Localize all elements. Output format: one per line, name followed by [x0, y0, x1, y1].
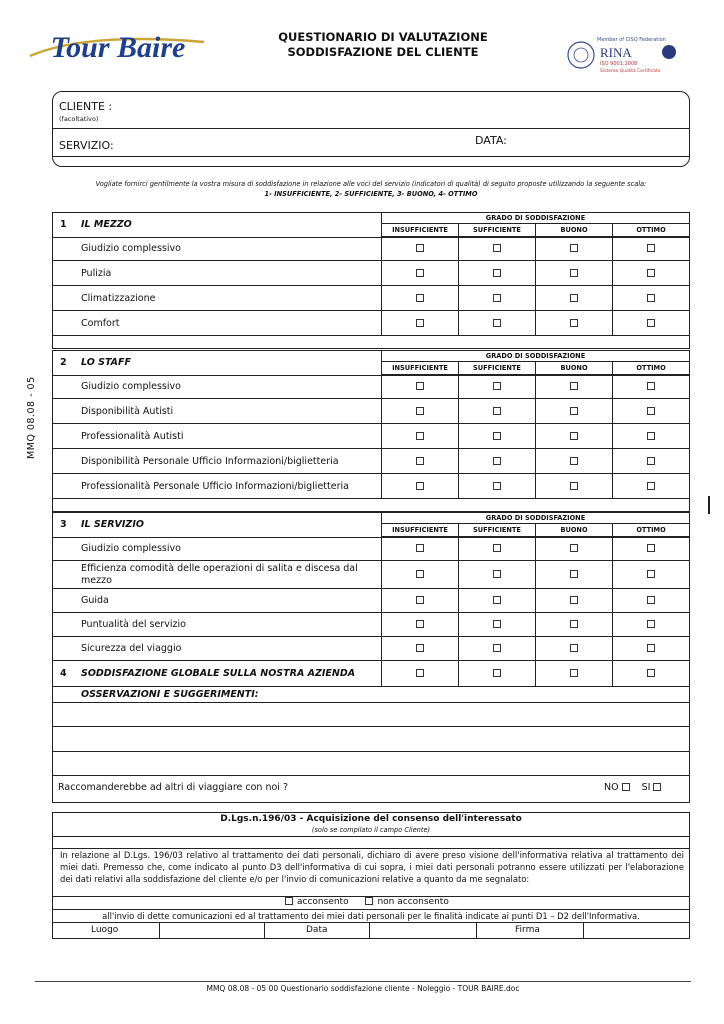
rating-checkbox-ottimo[interactable] [647, 669, 655, 677]
rating-checkbox-sufficiente[interactable] [493, 669, 501, 677]
rina-certification-logo [567, 33, 679, 77]
item-label: Disponibilità Personale Ufficio Informazioni/biglietteria [81, 455, 339, 467]
rating-checkbox-ottimo[interactable] [647, 269, 655, 277]
rating-checkbox-insufficiente[interactable] [416, 644, 424, 652]
grid-line [689, 812, 690, 938]
section-header [52, 512, 690, 538]
svg-text:Member of CISQ Federation: Member of CISQ Federation [597, 37, 666, 43]
consent-options [285, 897, 449, 907]
section-number: 4 [60, 668, 67, 679]
rating-checkbox-insufficiente[interactable] [416, 596, 424, 604]
grade-column-header: SUFFICIENTE [459, 223, 536, 237]
item-label: Giudizio complessivo [81, 543, 181, 554]
grid-line [381, 237, 382, 336]
grade-heading: GRADO DI SODDISFAZIONE [381, 350, 690, 362]
facoltativo-note: (facoltativo) [59, 115, 99, 123]
grid-line [52, 512, 53, 802]
acconsento-checkbox[interactable] [285, 897, 293, 905]
no-label: NO [604, 782, 619, 793]
rating-checkbox-sufficiente[interactable] [493, 544, 501, 552]
rating-checkbox-ottimo[interactable] [647, 570, 655, 578]
grid-line [52, 212, 381, 213]
grid-line [52, 537, 690, 538]
cliente-label: CLIENTE : [59, 100, 113, 113]
grid-line [52, 350, 381, 351]
grade-heading: GRADO DI SODDISFAZIONE [381, 512, 690, 524]
privacy-title: D.Lgs.n.196/03 - Acquisizione del consenso dell'interessato [220, 814, 522, 824]
grid-line [535, 661, 536, 687]
grade-column-header: INSUFFICIENTE [381, 523, 459, 537]
grade-heading: GRADO DI SODDISFAZIONE [381, 212, 690, 224]
section-item-row [52, 589, 690, 613]
grid-line [52, 836, 690, 837]
rating-checkbox-ottimo[interactable] [647, 457, 655, 465]
luogo-label: Luogo [91, 925, 119, 935]
grid-line [381, 537, 382, 661]
rating-checkbox-sufficiente[interactable] [493, 457, 501, 465]
section-title: LO STAFF [81, 357, 132, 368]
grid-line [52, 348, 690, 349]
section-item-row [52, 261, 690, 286]
grid-line [52, 350, 53, 499]
rating-checkbox-sufficiente[interactable] [493, 407, 501, 415]
rating-checkbox-insufficiente[interactable] [416, 382, 424, 390]
rating-checkbox-ottimo[interactable] [647, 407, 655, 415]
item-label: Comfort [81, 317, 120, 329]
section-number: 3 [60, 519, 67, 530]
rating-checkbox-insufficiente[interactable] [416, 570, 424, 578]
grid-line [458, 375, 459, 499]
rating-checkbox-buono[interactable] [570, 644, 578, 652]
rating-checkbox-ottimo[interactable] [647, 432, 655, 440]
item-label: Giudizio complessivo [81, 381, 181, 392]
grid-line [476, 922, 477, 938]
section-item-row [52, 449, 690, 474]
rating-checkbox-insufficiente[interactable] [416, 269, 424, 277]
grid-line [583, 922, 584, 938]
rating-checkbox-ottimo[interactable] [647, 644, 655, 652]
grid-line [52, 512, 381, 513]
rating-checkbox-sufficiente[interactable] [493, 294, 501, 302]
rating-checkbox-buono[interactable] [570, 570, 578, 578]
grid-line [689, 350, 690, 499]
section-item-row [52, 311, 690, 336]
rating-checkbox-sufficiente[interactable] [493, 244, 501, 252]
recommend-answers [604, 782, 661, 793]
rating-checkbox-insufficiente[interactable] [416, 482, 424, 490]
section-item-row [52, 613, 690, 637]
grid-line [612, 237, 613, 336]
side-document-code: MMQ 08.08 - 05 [26, 376, 37, 459]
grid-line [52, 726, 690, 727]
data-label: DATA: [475, 134, 507, 147]
client-info-box [52, 91, 690, 167]
grid-line [52, 909, 690, 910]
rating-checkbox-insufficiente[interactable] [416, 407, 424, 415]
rating-checkbox-ottimo[interactable] [647, 319, 655, 327]
grade-column-header: INSUFFICIENTE [381, 223, 459, 237]
rating-checkbox-buono[interactable] [570, 319, 578, 327]
section-item-row [52, 399, 690, 424]
section-item-row [52, 237, 690, 261]
item-label: Professionalità Personale Ufficio Informazioni/biglietteria [81, 480, 349, 492]
item-label: Efficienza comodità delle operazioni di salita e discesa dal mezzo [81, 563, 358, 586]
rating-checkbox-buono[interactable] [570, 669, 578, 677]
observations-label: OSSERVAZIONI E SUGGERIMENTI: [81, 689, 259, 700]
servizio-label: SERVIZIO: [59, 139, 114, 152]
grid-line [52, 237, 690, 238]
grid-line [535, 537, 536, 661]
rating-checkbox-buono[interactable] [570, 432, 578, 440]
item-label: Guida [81, 595, 109, 606]
grid-line [689, 512, 690, 802]
rating-checkbox-insufficiente[interactable] [416, 620, 424, 628]
grade-columns [381, 523, 690, 537]
rating-checkbox-buono[interactable] [570, 244, 578, 252]
section-item-row [52, 286, 690, 311]
grade-columns [381, 361, 690, 375]
rating-checkbox-insufficiente[interactable] [416, 457, 424, 465]
si-checkbox[interactable] [653, 783, 661, 791]
acconsento-label: acconsento [297, 897, 349, 907]
grid-line [52, 499, 53, 511]
rating-checkbox-buono[interactable] [570, 620, 578, 628]
logo-text: Tour Baire [50, 31, 186, 64]
grid-line [52, 702, 690, 703]
section-header [52, 212, 690, 238]
svg-text:Sistema Qualità Certificato: Sistema Qualità Certificato [600, 69, 661, 74]
divider [53, 128, 689, 129]
rating-checkbox-insufficiente[interactable] [416, 244, 424, 252]
item-label: Professionalità Autisti [81, 430, 184, 442]
grade-column-header: OTTIMO [613, 361, 690, 375]
grid-line [381, 375, 382, 499]
si-label: SI [641, 782, 651, 793]
data-signature-label: Data [306, 925, 328, 935]
rating-checkbox-ottimo[interactable] [647, 294, 655, 302]
rating-checkbox-sufficiente[interactable] [493, 570, 501, 578]
grid-line [689, 499, 690, 511]
svg-text:ISO 9001:2008: ISO 9001:2008 [600, 61, 638, 67]
grade-columns [381, 223, 690, 237]
page-title [230, 30, 536, 60]
rating-checkbox-buono[interactable] [570, 382, 578, 390]
divider [53, 156, 689, 157]
instructions [52, 179, 690, 199]
grid-line [52, 336, 53, 348]
firma-label: Firma [515, 925, 540, 935]
section-header [52, 350, 690, 376]
grade-column-header: INSUFFICIENTE [381, 361, 459, 375]
grid-line [52, 802, 690, 803]
rating-checkbox-buono[interactable] [570, 269, 578, 277]
margin-mark [708, 496, 710, 514]
rating-checkbox-ottimo[interactable] [647, 544, 655, 552]
grid-line [264, 922, 265, 938]
section-global-row [52, 661, 690, 687]
grid-line [52, 848, 690, 849]
section-item-row [52, 474, 690, 499]
recommend-question: Raccomanderebbe ad altri di viaggiare con noi ? [58, 782, 288, 793]
grid-line [689, 212, 690, 336]
rating-checkbox-insufficiente[interactable] [416, 432, 424, 440]
grid-line [52, 922, 690, 923]
rating-checkbox-buono[interactable] [570, 544, 578, 552]
rating-checkbox-insufficiente[interactable] [416, 544, 424, 552]
grade-column-header: SUFFICIENTE [459, 361, 536, 375]
rating-checkbox-buono[interactable] [570, 596, 578, 604]
item-label: Sicurezza del viaggio [81, 643, 182, 654]
non-acconsento-checkbox[interactable] [365, 897, 373, 905]
rating-checkbox-sufficiente[interactable] [493, 596, 501, 604]
rating-checkbox-insufficiente[interactable] [416, 669, 424, 677]
section-item-row [52, 637, 690, 661]
grade-column-header: OTTIMO [613, 523, 690, 537]
grid-line [52, 212, 53, 336]
rating-checkbox-insufficiente[interactable] [416, 294, 424, 302]
grid-line [159, 922, 160, 938]
grid-line [612, 537, 613, 661]
grid-line [458, 537, 459, 661]
grid-line [612, 661, 613, 687]
title-line-1: QUESTIONARIO DI VALUTAZIONE [278, 30, 488, 44]
section-item-row [52, 375, 690, 399]
rating-checkbox-sufficiente[interactable] [493, 432, 501, 440]
footer-rule [35, 981, 691, 982]
rating-checkbox-sufficiente[interactable] [493, 644, 501, 652]
section-number: 1 [60, 219, 67, 230]
grid-line [689, 336, 690, 348]
rating-checkbox-ottimo[interactable] [647, 382, 655, 390]
section-title: IL MEZZO [81, 219, 132, 230]
grade-column-header: BUONO [536, 223, 613, 237]
rating-checkbox-buono[interactable] [570, 457, 578, 465]
grid-line [52, 896, 690, 897]
grid-line [52, 775, 690, 776]
grid-line [52, 812, 53, 938]
grade-column-header: BUONO [536, 523, 613, 537]
item-label: Pulizia [81, 267, 112, 279]
rating-scale: 1- INSUFFICIENTE, 2- SUFFICIENTE, 3- BUONO, 4- OTTIMO [264, 190, 478, 198]
instructions-line-1: Vogliate fornirci gentilmente la vostra misura di soddisfazione in relazione alle voci del servizio (indicatori di qualità) di seguito proposte utilizzando la seguente scala: [95, 180, 647, 188]
rating-checkbox-sufficiente[interactable] [493, 269, 501, 277]
section-item-row [52, 424, 690, 449]
section-item-row [52, 561, 690, 589]
section-title: SODDISFAZIONE GLOBALE SULLA NOSTRA AZIENDA [81, 668, 356, 679]
section-number: 2 [60, 357, 67, 368]
grid-line [381, 661, 382, 687]
grid-line [458, 237, 459, 336]
rating-checkbox-ottimo[interactable] [647, 244, 655, 252]
no-checkbox[interactable] [622, 783, 630, 791]
rating-checkbox-ottimo[interactable] [647, 596, 655, 604]
grade-column-header: BUONO [536, 361, 613, 375]
title-line-2: SODDISFAZIONE DEL CLIENTE [287, 45, 479, 59]
privacy-subtitle: (solo se compilato il campo Cliente) [311, 826, 431, 834]
item-label: Puntualità del servizio [81, 619, 186, 630]
grid-line [535, 375, 536, 499]
rating-checkbox-sufficiente[interactable] [493, 319, 501, 327]
grid-line [52, 375, 690, 376]
rating-checkbox-buono[interactable] [570, 407, 578, 415]
tour-baire-logo [26, 26, 210, 70]
rating-checkbox-sufficiente[interactable] [493, 382, 501, 390]
consent-purpose: all'invio di dette comunicazioni ed al trattamento dei miei dati personali per le finalità indicate ai punti D1 – D2 dell'Informativa. [102, 911, 640, 921]
grid-line [535, 237, 536, 336]
svg-text:RINA: RINA [600, 45, 632, 60]
grid-line [458, 661, 459, 687]
grade-column-header: OTTIMO [613, 223, 690, 237]
grade-column-header: SUFFICIENTE [459, 523, 536, 537]
rating-checkbox-buono[interactable] [570, 482, 578, 490]
grid-line [612, 375, 613, 499]
item-label: Giudizio complessivo [81, 243, 181, 254]
rating-checkbox-insufficiente[interactable] [416, 319, 424, 327]
footer: MMQ 08.08 - 05 00 Questionario soddisfazione cliente - Noleggio - TOUR BAIRE.doc [206, 984, 520, 993]
grid-line [52, 751, 690, 752]
grid-line [52, 938, 690, 939]
rating-checkbox-ottimo[interactable] [647, 482, 655, 490]
rating-checkbox-sufficiente[interactable] [493, 620, 501, 628]
item-label: Climatizzazione [81, 292, 156, 304]
item-label: Disponibilità Autisti [81, 405, 174, 417]
rating-checkbox-ottimo[interactable] [647, 620, 655, 628]
privacy-body: In relazione al D.Lgs. 196/03 relativo al trattamento dei dati personali, dichiaro di avere preso visione dell'informativa relativa al trattamento dei miei dati. Premesso che, come indicato al punto D3 dell'informativa di cui sopra, i miei dati personali potranno essere utilizzati per l'elaborazione dei dati relativi alla soddisfazione del cliente e/o per l'invio di comunicazioni relative a quanto da me segnalato: [60, 850, 684, 884]
rating-checkbox-buono[interactable] [570, 294, 578, 302]
grid-line [369, 922, 370, 938]
non-acconsento-label: non acconsento [377, 897, 449, 907]
grid-line [52, 775, 53, 777]
grid-line [52, 812, 690, 813]
section-title: IL SERVIZIO [81, 519, 144, 530]
section-item-row [52, 537, 690, 561]
rating-checkbox-sufficiente[interactable] [493, 482, 501, 490]
